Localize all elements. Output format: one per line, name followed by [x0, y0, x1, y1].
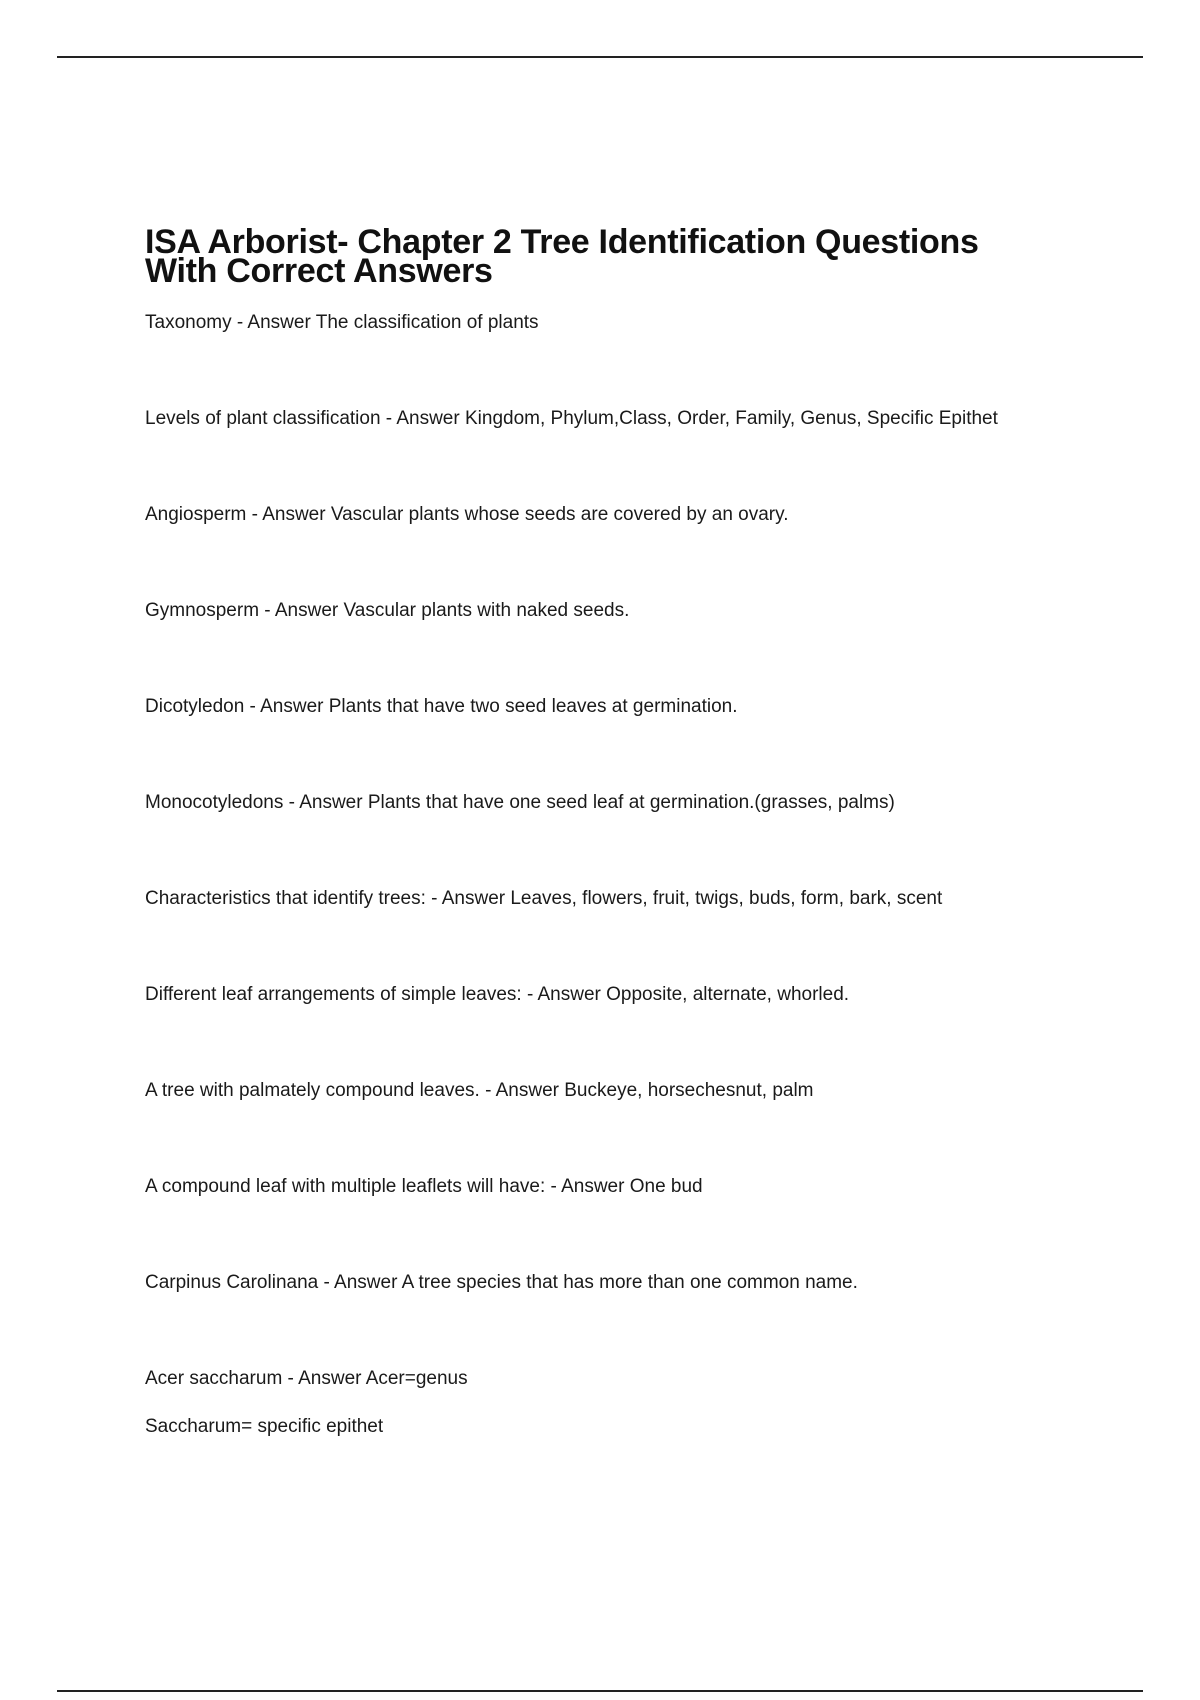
qa-item-levels-classification: Levels of plant classification - Answer Kingdom, Phylum,Class, Order, Family, Genus, Specific Epithet — [145, 408, 998, 429]
qa-item-palmately-compound: A tree with palmately compound leaves. - Answer Buckeye, horsechesnut, palm — [145, 1080, 814, 1101]
qa-item-compound-leaf: A compound leaf with multiple leaflets will have: - Answer One bud — [145, 1176, 703, 1197]
qa-item-angiosperm: Angiosperm - Answer Vascular plants whose seeds are covered by an ovary. — [145, 504, 789, 525]
qa-item-acer-saccharum — [145, 1367, 1105, 1439]
qa-item-characteristics: Characteristics that identify trees: - Answer Leaves, flowers, fruit, twigs, buds, form, bark, scent — [145, 888, 943, 909]
page-content — [145, 223, 1105, 1439]
page-title — [145, 223, 1105, 290]
bottom-rule — [57, 1690, 1143, 1692]
qa-item-monocotyledons: Monocotyledons - Answer Plants that have one seed leaf at germination.(grasses, palms) — [145, 792, 895, 813]
title-line-1: ISA Arborist- Chapter 2 Tree Identification Questions — [145, 223, 979, 261]
qa-item-carpinus: Carpinus Carolinana - Answer A tree species that has more than one common name. — [145, 1272, 858, 1293]
qa-item-dicotyledon: Dicotyledon - Answer Plants that have two seed leaves at germination. — [145, 696, 738, 717]
qa-item-leaf-arrangements: Different leaf arrangements of simple leaves: - Answer Opposite, alternate, whorled. — [145, 984, 850, 1005]
qa-item-acer-text: Acer saccharum - Answer Acer=genus — [145, 1368, 468, 1389]
qa-item-taxonomy: Taxonomy - Answer The classification of plants — [145, 312, 539, 333]
title-line-2: With Correct Answers — [145, 252, 493, 290]
qa-list — [145, 311, 1105, 1439]
top-rule — [57, 56, 1143, 58]
qa-item-gymnosperm: Gymnosperm - Answer Vascular plants with naked seeds. — [145, 600, 630, 621]
qa-item-acer-extra: Saccharum= specific epithet — [145, 1416, 384, 1437]
